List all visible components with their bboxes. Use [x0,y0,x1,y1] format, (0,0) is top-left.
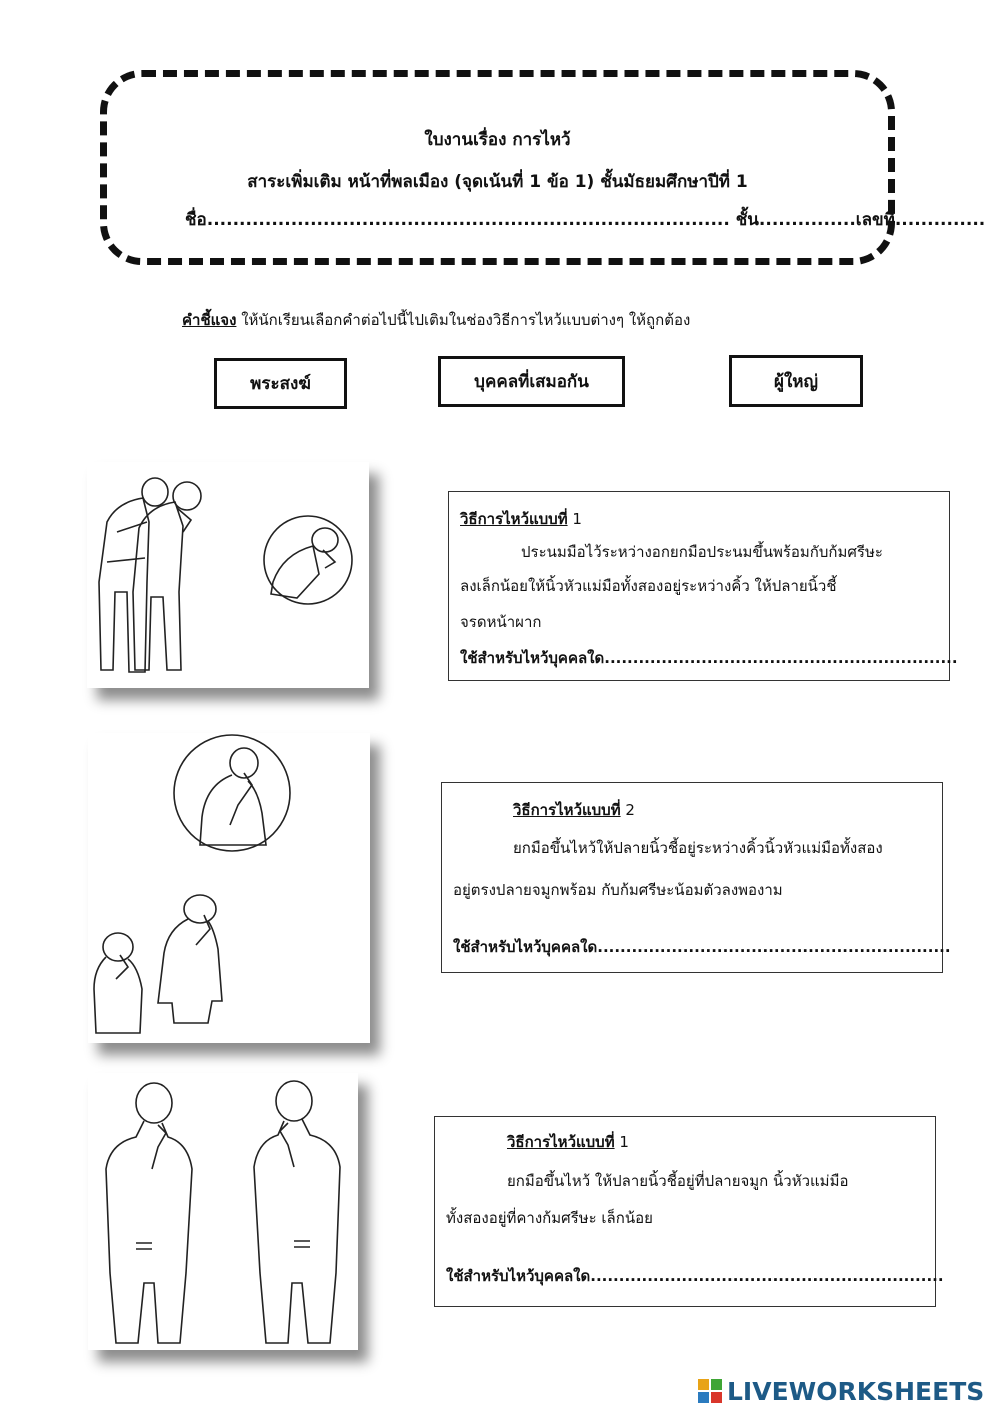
method-3-line-1: ยกมือขึ้นไหว้ ให้ปลายนิ้วชี้อยู่ที่ปลายจมูก นิ้วหัวแม่มือ [507,1172,849,1190]
liveworksheets-wordmark: LIVEWORKSHEETS [727,1376,985,1406]
method-1-answer-blank[interactable]: ใช้สำหรับไหว้บุคคลใด.............................................................. [460,649,958,667]
method-2-title: วิธีการไหว้แบบที่ [513,801,621,819]
method-2-heading [513,798,635,822]
method-3-number: 1 [614,1133,629,1151]
method-1-title: วิธีการไหว้แบบที่ [460,510,568,528]
worksheet-title: ใบงานเรื่อง การไหว้ [424,130,571,150]
method-2-answer-blank[interactable]: ใช้สำหรับไหว้บุคคลใด.............................................................. [453,938,951,956]
bowing-figures-drawing [87,462,369,688]
illustration-wai-monk [87,462,369,688]
method-box-1 [448,491,958,681]
instructions-lead: คำชี้แจง [182,311,237,329]
method-3-heading [507,1130,629,1154]
illustration-wai-elder [88,733,370,1043]
method-1-number: 1 [567,510,582,528]
liveworksheets-brand[interactable] [697,1376,984,1406]
method-3-line-2: ทั้งสองอยู่ที่คางก้มศรีษะ เล็กน้อย [446,1209,653,1227]
word-option-monk[interactable]: พระสงฆ์ [214,358,347,409]
method-1-line-2: ลงเล็กน้อยให้นิ้วหัวแม่มือทั้งสองอยู่ระหว่างคิ้ว ให้ปลายนิ้วชี้ [460,577,837,595]
method-2-line-1: ยกมือขึ้นไหว้ให้ปลายนิ้วชี้อยู่ระหว่างคิ้วนิ้วหัวแม่มือทั้งสอง [513,839,883,857]
method-3-title: วิธีการไหว้แบบที่ [507,1133,615,1151]
student-info-fields: ชื่อ................................................................................. ชั้น...............เลขที่.............. [185,210,986,230]
method-box-3 [434,1116,944,1307]
instructions [182,308,690,332]
illustration-wai-peer [88,1073,358,1350]
method-2-line-2: อยู่ตรงปลายจมูกพร้อม กับก้มศรีษะน้อมตัวลงพองาม [453,881,783,899]
method-3-answer-blank[interactable]: ใช้สำหรับไหว้บุคคลใด.............................................................. [446,1267,944,1285]
elder-wai-drawing [88,733,370,1043]
word-option-peer[interactable]: บุคคลที่เสมอกัน [438,356,625,407]
worksheet-subject: สาระเพิ่มเติม หน้าที่พลเมือง (จุดเน้นที่ 1 ข้อ 1) ชั้นมัธยมศึกษาปีที่ 1 [247,172,748,192]
peer-wai-drawing [88,1073,358,1350]
method-1-line-1: ประนมมือไว้ระหว่างอกยกมือประนมขึ้นพร้อมกับก้มศรีษะ [521,543,883,561]
method-box-2 [441,782,951,973]
method-1-heading [460,507,582,531]
word-option-elder[interactable]: ผู้ใหญ่ [729,355,863,407]
instructions-text: ให้นักเรียนเลือกคำต่อไปนี้ไปเติมในช่องวิธีการไหว้แบบต่างๆ ให้ถูกต้อง [236,311,691,329]
method-1-line-3: จรดหน้าผาก [460,613,542,631]
method-2-number: 2 [620,801,635,819]
liveworksheets-logo-icon [697,1378,723,1404]
